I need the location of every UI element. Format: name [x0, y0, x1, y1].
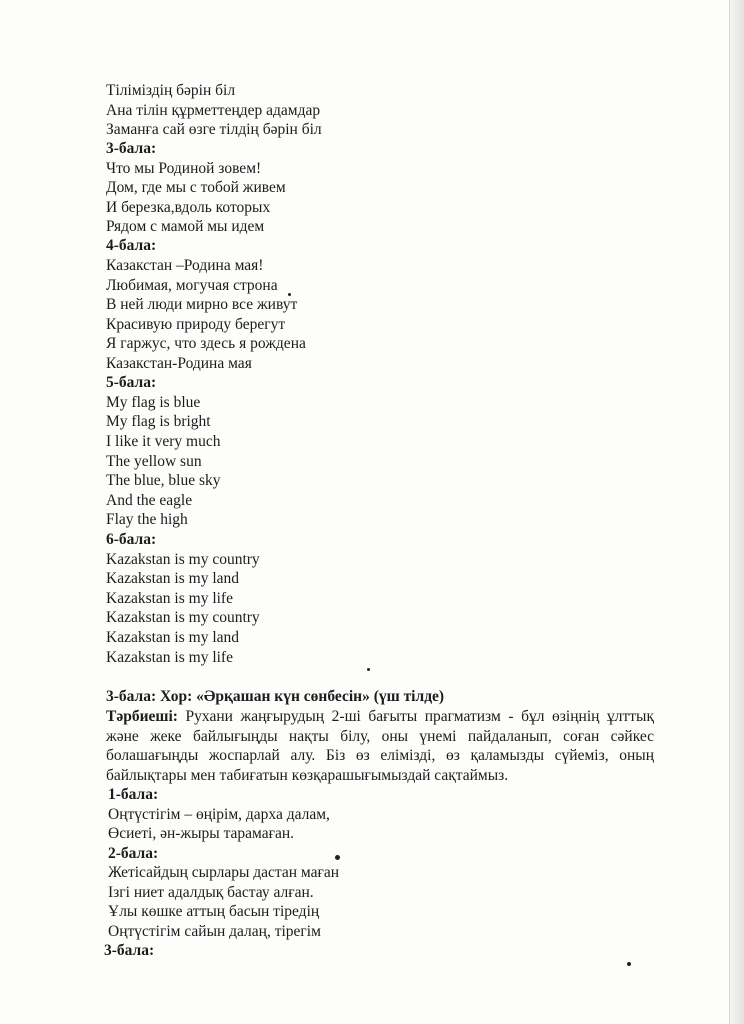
poem-line: Kazakstan is my country: [106, 609, 260, 626]
poem-line: The yellow sun: [106, 453, 202, 470]
poem-line: Flay the high: [106, 511, 188, 528]
scan-speck: [367, 668, 370, 671]
scanned-page-edge: [729, 0, 744, 1024]
scan-speck: [288, 293, 291, 296]
poem-line: Өсиеті, ән-жыры тарамаған.: [108, 825, 295, 842]
poem-line: Kazakstan is my land: [106, 629, 240, 646]
speaker-heading: 3-бала:: [104, 942, 155, 959]
teacher-text: Рухани жаңғырудың 2-ші бағыты прагматизм - бұл өзіңнің ұлттық және жеке байлығыңды нақты білу, оны үнемі пайдаланып, соған сәйкес болашағыңды жоспарлай алу. Біз өз елімізді, өз қаламызды сүйеміз, оның байлықтары мен табиғатын көзқарашығымыздай сақтаймыз.: [106, 708, 654, 784]
speaker-heading: 6-бала:: [106, 531, 157, 548]
poem-line: The blue, blue sky: [106, 472, 221, 489]
poem-line: Ізгі ниет адалдық бастау алған.: [108, 884, 314, 901]
poem-line: Жетісайдың сырлары дастан маған: [108, 864, 340, 881]
poem-line: Что мы Родиной зовем!: [106, 160, 262, 177]
poem-line: Заманға сай өзге тілдің бәрін біл: [106, 121, 322, 138]
poem-line: И березка,вдоль которых: [106, 199, 271, 216]
poem-line: Kazakstan is my life: [106, 590, 233, 607]
poem-line: I like it very much: [106, 433, 221, 450]
poem-line: В ней люди мирно все живут: [106, 296, 298, 313]
poem-line: My flag is blue: [106, 394, 201, 411]
choir-heading: 3-бала: Хор: «Әрқашан күн сөнбесін» (үш тілде): [106, 688, 445, 705]
speaker-heading: 4-бала:: [106, 237, 157, 254]
poem-line: Любимая, могучая строна: [106, 277, 278, 294]
poem-line: My flag is bright: [106, 413, 211, 430]
speaker-heading: 1-бала:: [108, 786, 159, 803]
speaker-heading: 5-бала:: [106, 374, 157, 391]
teacher-paragraph: [106, 707, 654, 785]
poem-line: Дом, где мы с тобой живем: [106, 179, 286, 196]
poem-line: Казакстан-Родина мая: [106, 355, 252, 372]
poem-line: Тіліміздің бәрін біл: [106, 82, 236, 99]
speaker-heading: 3-бала:: [106, 140, 157, 157]
scan-speck: [627, 962, 631, 966]
poem-line: Я гаржус, что здесь я рождена: [106, 335, 306, 352]
poem-line: Ана тілін құрметтеңдер адамдар: [106, 102, 321, 119]
poem-line: Красивую природу берегут: [106, 316, 286, 333]
poem-line: Казакстан –Родина мая!: [106, 257, 264, 274]
poem-line: Kazakstan is my life: [106, 649, 233, 666]
poem-line: Оңтүстігім сайын далаң, тірегім: [108, 923, 321, 940]
poem-line: Рядом с мамой мы идем: [106, 218, 265, 235]
poem-line: Оңтүстігім – өңірім, дарха далам,: [108, 806, 330, 823]
poem-line: Ұлы көшке аттың басын тіредің: [108, 903, 320, 920]
speaker-heading: 2-бала:: [108, 845, 159, 862]
poem-line: Kazakstan is my country: [106, 551, 260, 568]
scan-speck: [335, 855, 340, 860]
teacher-label: Тәрбиеші:: [106, 708, 178, 725]
poem-line: Kazakstan is my land: [106, 570, 240, 587]
poem-line: And the eagle: [106, 492, 193, 509]
